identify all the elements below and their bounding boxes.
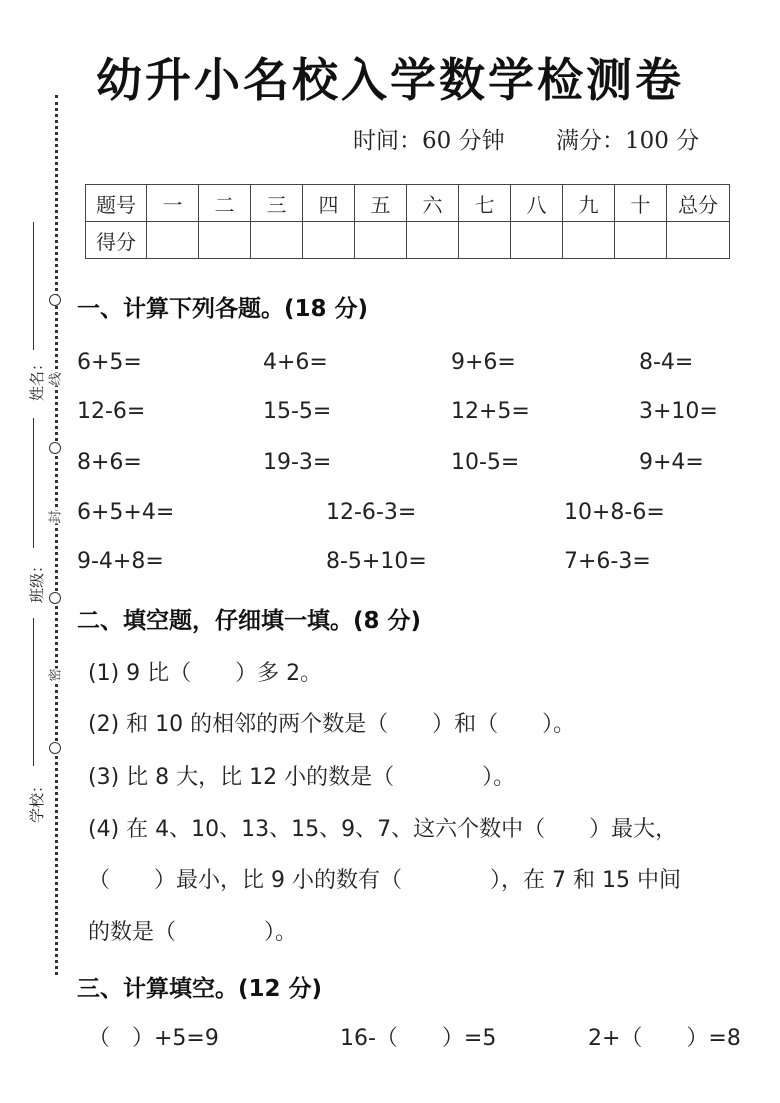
fill-question-4-line-1: (4) 在 4、10、13、15、9、7、这六个数中（ ）最大，: [88, 817, 678, 842]
seal-mark-line: 线: [48, 372, 64, 386]
full-score: 满分：100 分: [556, 128, 700, 154]
fill-calculation: 2+（ ）=8: [588, 1026, 741, 1051]
column-6: 六: [407, 185, 459, 222]
score-cell[interactable]: [407, 222, 459, 259]
school-underline: [33, 618, 34, 766]
problem: 15-5=: [263, 399, 332, 424]
column-3: 三: [251, 185, 303, 222]
binding-circle: [49, 742, 61, 754]
problem: 6+5=: [77, 350, 142, 375]
score-cell[interactable]: [147, 222, 199, 259]
binding-circle: [49, 294, 61, 306]
column-2: 二: [199, 185, 251, 222]
section-3-title: 三、计算填空。(12 分): [77, 976, 323, 1002]
score-cell[interactable]: [563, 222, 615, 259]
score-cell[interactable]: [199, 222, 251, 259]
name-underline: [33, 222, 34, 350]
score-cell[interactable]: [511, 222, 563, 259]
score-cell[interactable]: [251, 222, 303, 259]
score-cell[interactable]: [459, 222, 511, 259]
name-field-label: 姓名：: [28, 355, 47, 402]
problem: 6+5+4=: [77, 500, 175, 525]
fill-calculation: （ ）+5=9: [88, 1026, 219, 1051]
fill-calculation: 16-（ ）=5: [340, 1026, 497, 1051]
seal-mark-seal: 封: [48, 510, 64, 524]
problem: 9+4=: [639, 450, 704, 475]
fill-question-4-line-3: 的数是（ ）。: [88, 920, 298, 945]
problem: 10+8-6=: [564, 500, 665, 525]
column-9: 九: [563, 185, 615, 222]
fill-question-1: (1) 9 比（ ）多 2。: [88, 661, 323, 686]
problem: 10-5=: [451, 450, 520, 475]
score-label: 得分: [86, 222, 147, 259]
score-table: [85, 184, 730, 259]
seal-mark-close: 密: [48, 668, 64, 682]
problem: 9-4+8=: [77, 549, 164, 574]
problem: 9+6=: [451, 350, 516, 375]
school-field-label: 学校：: [28, 777, 47, 824]
fill-question-4-line-2: （ ）最小，比 9 小的数有（ ），在 7 和 15 中间: [88, 868, 681, 893]
problem: 8-4=: [639, 350, 694, 375]
score-cell[interactable]: [355, 222, 407, 259]
binding-circle: [49, 592, 61, 604]
column-total: 总分: [667, 185, 730, 222]
problem: 12-6-3=: [326, 500, 417, 525]
column-1: 一: [147, 185, 199, 222]
problem: 7+6-3=: [564, 549, 651, 574]
class-underline: [33, 418, 34, 548]
column-5: 五: [355, 185, 407, 222]
problem: 12+5=: [451, 399, 530, 424]
problem: 19-3=: [263, 450, 332, 475]
fill-question-2: (2) 和 10 的相邻的两个数是（ ）和（ ）。: [88, 712, 576, 737]
problem: 12-6=: [77, 399, 146, 424]
section-2-title: 二、填空题，仔细填一填。(8 分): [77, 608, 422, 634]
column-4: 四: [303, 185, 355, 222]
time-limit: 时间：60 分钟: [353, 128, 505, 154]
question-number-label: 题号: [86, 185, 147, 222]
problem: 8-5+10=: [326, 549, 427, 574]
column-8: 八: [511, 185, 563, 222]
fill-question-3: (3) 比 8 大，比 12 小的数是（ ）。: [88, 765, 516, 790]
score-table-header-row: [86, 185, 730, 222]
score-cell-total[interactable]: [667, 222, 730, 259]
column-10: 十: [615, 185, 667, 222]
exam-title: 幼升小名校入学数学检测卷: [96, 53, 684, 107]
class-field-label: 班级：: [28, 557, 47, 604]
problem: 8+6=: [77, 450, 142, 475]
column-7: 七: [459, 185, 511, 222]
score-table-score-row: [86, 222, 730, 259]
binding-circle: [49, 442, 61, 454]
binding-dotted-line: [55, 95, 58, 975]
problem: 4+6=: [263, 350, 328, 375]
problem: 3+10=: [639, 399, 718, 424]
score-cell[interactable]: [303, 222, 355, 259]
section-1-title: 一、计算下列各题。(18 分): [77, 296, 369, 322]
score-cell[interactable]: [615, 222, 667, 259]
